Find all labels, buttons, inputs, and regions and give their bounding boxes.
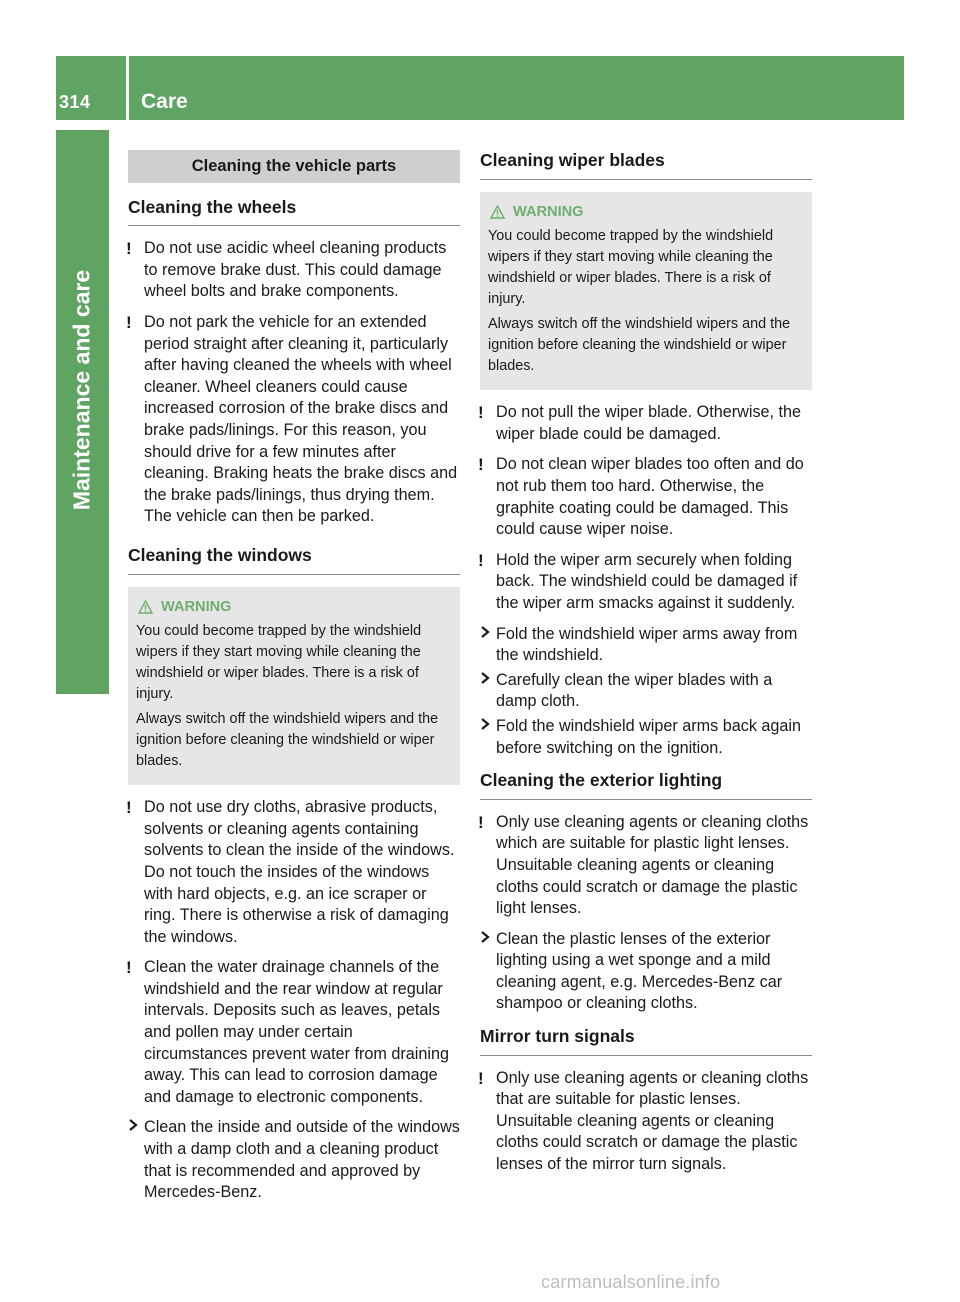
exclamation-icon: !: [478, 550, 484, 570]
header-divider: [126, 56, 129, 120]
warning-title: WARNING: [513, 203, 584, 220]
warning-box: [480, 192, 812, 391]
exclamation-icon: !: [126, 239, 132, 259]
arrow-right-icon: [128, 1118, 138, 1132]
watermark: carmanualsonline.info: [541, 1272, 721, 1292]
exclamation-icon: !: [126, 798, 132, 818]
step-item: Fold the windshield wiper arms away from the windshield.: [480, 624, 812, 667]
step-item: Clean the plastic lenses of the exterior lighting using a wet sponge and a mild cleaning agent, e.g. Mercedes-Benz car shampoo or cleaning cloths.: [480, 929, 812, 1015]
step-item: Fold the windshield wiper arms back again before switching on the ignition.: [480, 716, 812, 759]
warning-text: You could become trapped by the windshield wipers if they start moving while cleaning the windshield or wiper blades. There is a risk of injury.: [488, 227, 774, 308]
notice-item: ! Do not use dry cloths, abrasive products, solvents or cleaning agents containing solvents to clean the inside of the windows. Do not touch the insides of the windows with hard objects, e.g. an ice scraper or ring. There is otherwise a risk of damaging the windows.: [126, 798, 455, 946]
notice-item: ! Only use cleaning agents or cleaning cloths which are suitable for plastic light lenses. Unsuitable cleaning agents or cleaning cloths could scratch or damage the plastic light lenses.: [478, 812, 809, 918]
chapter-title: Care: [141, 90, 188, 113]
notice-item: ! Do not use acidic wheel cleaning products to remove brake dust. This could damage wheel bolts and brake components.: [126, 239, 447, 301]
notice-item: ! Hold the wiper arm securely when folding back. The windshield could be damaged if the wiper arm smacks against it suddenly.: [478, 550, 798, 612]
arrow-right-icon: [480, 671, 490, 685]
notice-item: ! Do not pull the wiper blade. Otherwise, the wiper blade could be damaged.: [478, 403, 802, 443]
step-item: Carefully clean the wiper blades with a damp cloth.: [480, 670, 812, 713]
exclamation-icon: !: [126, 958, 132, 978]
notice-item: ! Only use cleaning agents or cleaning cloths that are suitable for plastic lenses. Unsuitable cleaning agents or cleaning cloths could scratch or damage the plastic lenses of the mirror turn signals.: [478, 1068, 809, 1174]
chapter-side-tab: [56, 130, 109, 694]
warning-text: Always switch off the windshield wipers and the ignition before cleaning the windshield or wiper blades.: [136, 710, 439, 769]
arrow-right-icon: [480, 625, 490, 639]
section-title: Cleaning the vehicle parts: [128, 150, 460, 183]
side-tab-label: Maintenance and care: [68, 269, 95, 511]
heading-cleaning-wheels: Cleaning the wheels: [128, 197, 460, 227]
exclamation-icon: !: [478, 403, 484, 423]
left-column: [128, 150, 460, 1207]
heading-cleaning-windows: Cleaning the windows: [128, 545, 460, 575]
step-item: Clean the inside and outside of the windows with a damp cloth and a cleaning product that is recommended and approved by Mercedes-Benz.: [128, 1117, 460, 1203]
exclamation-icon: !: [478, 812, 484, 832]
page-number: 314: [59, 92, 91, 112]
heading-mirror-turn-signals: Mirror turn signals: [480, 1026, 812, 1056]
exclamation-icon: !: [478, 455, 484, 475]
page-header: [56, 56, 904, 120]
notice-item: ! Clean the water drainage channels of the windshield and the rear window at regular intervals. Deposits such as leaves, petals and pollen may under certain circumstances prevent water from draining away. This can lead to corrosion damage and damage to electronic components.: [126, 958, 449, 1106]
warning-text: You could become trapped by the windshield wipers if they start moving while cleaning the windshield or wiper blades. There is a risk of injury.: [136, 622, 422, 703]
warning-title: WARNING: [161, 598, 232, 615]
exclamation-icon: !: [478, 1068, 484, 1088]
arrow-right-icon: [480, 717, 490, 731]
arrow-right-icon: [480, 930, 490, 944]
warning-text: Always switch off the windshield wipers and the ignition before cleaning the windshield or wiper blades.: [488, 315, 791, 375]
right-column: [480, 150, 812, 1185]
heading-cleaning-exterior-lighting: Cleaning the exterior lighting: [480, 770, 812, 800]
warning-triangle-icon: [138, 600, 153, 614]
warning-box: [128, 587, 460, 786]
exclamation-icon: !: [126, 312, 132, 332]
notice-item: ! Do not clean wiper blades too often and do not rub them too hard. Otherwise, the graphite coating could be damaged. This could cause wiper noise.: [478, 455, 804, 539]
notice-item: ! Do not park the vehicle for an extended period straight after cleaning it, particularly after having cleaned the wheels with wheel cleaner. Wheel cleaners could cause increased corrosion of the brake discs and brake pads/linings. For this reason, you should drive for a few minutes after cleaning. Braking heats the brake discs and the brake pads/linings, thus drying them. The vehicle can then be parked.: [126, 312, 458, 526]
heading-cleaning-wiper-blades: Cleaning wiper blades: [480, 150, 812, 180]
warning-triangle-icon: [490, 205, 505, 219]
